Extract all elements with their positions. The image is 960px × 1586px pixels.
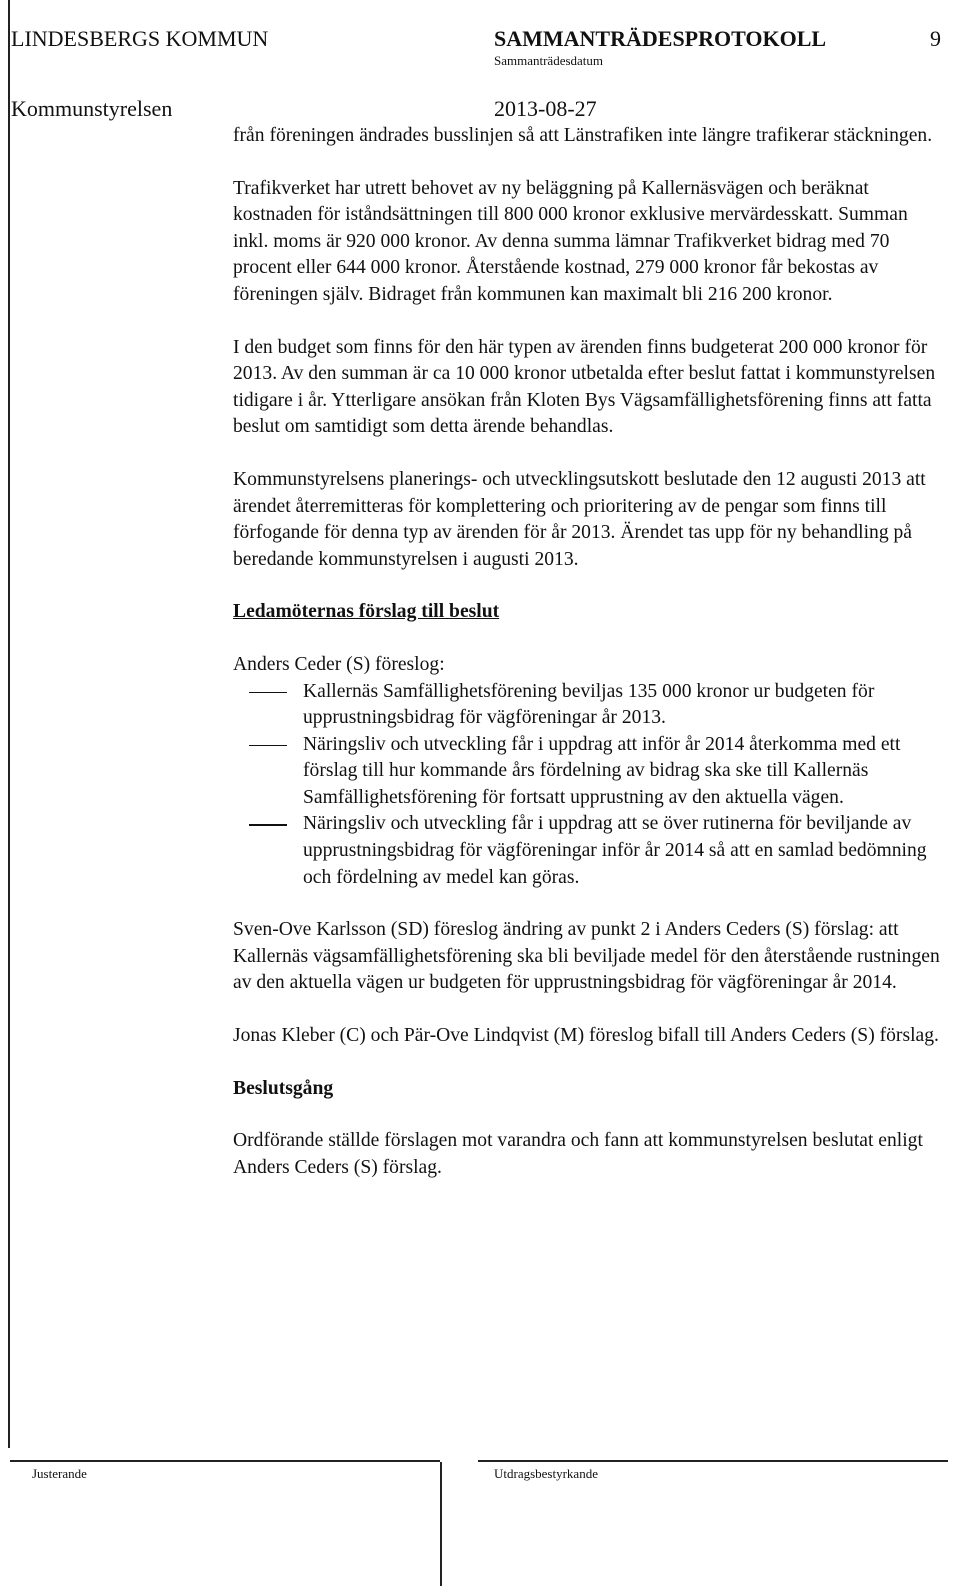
list-item	[233, 679, 945, 732]
list-item-text: Näringsliv och utveckling får i uppdrag att se över rutinerna för beviljande av upprustningsbidrag för vägföreningar inför år 2014 så att en samlad bedömning och fördelning av medel kan göras.	[303, 813, 927, 888]
paragraph-1: från föreningen ändrades busslinjen så att Länstrafiken inte längre trafikerar stäckningen.	[233, 125, 933, 146]
list-item	[233, 732, 945, 812]
proposal-intro: Anders Ceder (S) föreslog:	[233, 653, 445, 675]
paragraph-3: I den budget som finns för den här typen av ärenden finns budgeterat 200 000 kronor för 2013. Av den summan är ca 10 000 kronor utbetalda efter beslut fattat i kommunstyrelsen tidigare i år. Ytterligare ansökan från Kloten Bys Vägsamfällighetsförening finns att fatta beslut om samtidigt som detta ärende behandlas.	[233, 336, 936, 438]
paragraph-2: Trafikverket har utrett behovet av ny beläggning på Kallernäsvägen och beräknat kostnaden för iståndsättningen till 800 000 kronor exklusive mervärdesskatt. Summan inkl. moms är 920 000 kronor. Av denna summa lämnar Trafikverket bidrag med 70 procent eller 644 000 kronor. Återstående kostnad, 279 000 kronor får bekostas av föreningen själv. Bidraget från kommunen kan maximalt bli 216 200 kronor.	[233, 177, 908, 305]
list-item-text: Kallernäs Samfällighetsförening beviljas 135 000 kronor ur budgeten för upprustningsbidrag för vägföreningar år 2013.	[303, 680, 875, 729]
page-number: 9	[930, 26, 941, 51]
section-heading-decision: Beslutsgång	[233, 1077, 334, 1099]
footer-justerande-label: Justerande	[32, 1466, 87, 1481]
section-heading-proposals: Ledamöternas förslag till beslut	[233, 601, 500, 623]
footer-divider-right	[478, 1460, 948, 1462]
footer-utdragsbestyrkande-label: Utdragsbestyrkande	[494, 1466, 598, 1481]
body-text	[233, 123, 945, 1181]
dash-bullet	[249, 692, 287, 694]
list-item-text: Näringsliv och utveckling får i uppdrag att inför år 2014 återkomma med ett förslag till hur kommande års fördelning av bidrag ska ske till Kallernäs Samfällighetsförening för fortsatt upprustning av den aktuella vägen.	[303, 733, 901, 808]
left-margin-line	[8, 0, 10, 1448]
footer-divider-left	[10, 1460, 440, 1462]
paragraph-4: Kommunstyrelsens planerings- och utvecklingsutskott beslutade den 12 augusti 2013 att ärendet återremitteras för komplettering och prioritering av de pengar som finns till förfogande för denna typ av ärenden för år 2013. Ärendet tas upp för ny behandling på beredande kommunstyrelsen i augusti 2013.	[233, 468, 926, 570]
document-title: SAMMANTRÄDESPROTOKOLL	[494, 26, 827, 51]
paragraph-5: Sven-Ove Karlsson (SD) föreslog ändring av punkt 2 i Anders Ceders (S) förslag: att Kallernäs vägsamfällighetsförening ska bli beviljade medel för den återstående rustningen av den aktuella vägen ur budgeten för upprustningsbidrag för vägföreningar år 2014.	[233, 919, 940, 994]
date-label: Sammanträdesdatum	[494, 53, 604, 68]
paragraph-6: Jonas Kleber (C) och Pär-Ove Lindqvist (M) föreslog bifall till Anders Ceders (S) förslag.	[233, 1025, 939, 1047]
dash-bullet	[249, 824, 287, 826]
paragraph-7: Ordförande ställde förslagen mot varandra och fann att kommunstyrelsen beslutat enligt Anders Ceders (S) förslag.	[233, 1130, 923, 1178]
municipality-name: LINDESBERGS KOMMUN	[11, 26, 269, 51]
committee-name: Kommunstyrelsen	[11, 96, 173, 121]
footer-vertical-divider	[440, 1462, 442, 1586]
meeting-date: 2013-08-27	[494, 96, 597, 121]
list-item	[233, 811, 945, 891]
dash-bullet	[249, 745, 287, 747]
